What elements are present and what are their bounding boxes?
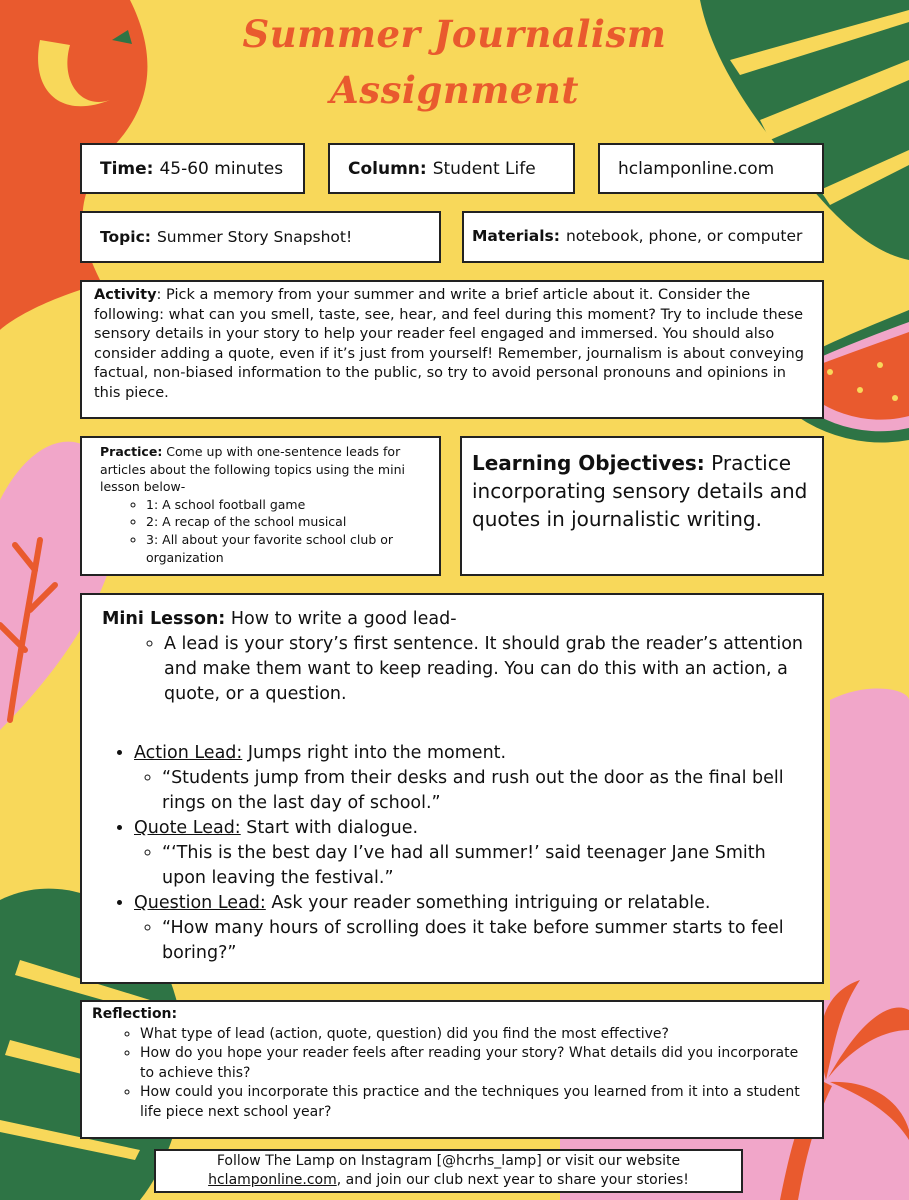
website-link[interactable]: hclamponline.com [618, 159, 775, 179]
footer-website-link[interactable]: hclamponline.com [208, 1172, 337, 1188]
list-item: ◦ How could you incorporate this practice and the techniques you learned from it into a student life piece next school year? [140, 1083, 812, 1122]
list-item: ◦ What type of lead (action, quote, question) did you find the most effective? [140, 1025, 812, 1045]
lead-desc: Jumps right into the moment. [242, 743, 507, 763]
lead-example: ◦ “Students jump from their desks and rush out the door as the final bell rings on the last day of school.” [162, 766, 804, 816]
activity-label: Activity [94, 287, 157, 303]
page-title [0, 6, 909, 118]
materials-box [462, 211, 824, 263]
lead-desc: Start with dialogue. [240, 818, 419, 838]
footer-line-2: , and join our club next year to share your stories! [336, 1172, 689, 1188]
activity-text: : Pick a memory from your summer and write a brief article about it. Consider the following: what can you smell, taste, see, hear, and feel during this moment? Try to include these sensory details in your story to help your reader feel engaged and immersed. You should also consider adding a quote, even if it’s just from yourself! Remember, journalism is about conveying factual, non-biased information to the public, so try to avoid personal pronouns and opinions in this piece. [94, 287, 804, 401]
time-label: Time: [100, 158, 154, 179]
topic-label: Topic: [100, 228, 151, 246]
column-value: Student Life [432, 159, 536, 179]
title-line-2: Assignment [330, 68, 579, 112]
mini-lesson-box [80, 593, 824, 984]
lead-example: ◦ “How many hours of scrolling does it take before summer starts to feel boring?” [162, 916, 804, 966]
lead-name: Quote Lead: [134, 818, 241, 838]
reflection-box [80, 1000, 824, 1139]
objectives-box [460, 436, 824, 576]
time-value: 45-60 minutes [159, 158, 284, 179]
list-item [134, 816, 804, 891]
reflection-list [92, 1025, 812, 1123]
lead-types-list [102, 741, 804, 966]
practice-label: Practice: [100, 444, 163, 459]
objectives-text: Practice incorporating sensory details and quotes in journalistic writing. [472, 451, 808, 531]
lead-name: Action Lead: [134, 743, 243, 763]
mini-lesson-intro-list [102, 632, 804, 707]
lead-name: Question Lead: [134, 893, 266, 913]
footer-line-1: Follow The Lamp on Instagram [@hcrhs_lamp] or visit our website [216, 1153, 681, 1169]
column-box [328, 143, 575, 194]
practice-box [80, 436, 441, 576]
mini-lesson-intro: ◦ A lead is your story’s first sentence. It should grab the reader’s attention and make them want to keep reading. You can do this with an action, a quote, or a question. [164, 632, 804, 707]
mini-lesson-label: Mini Lesson: [102, 609, 226, 629]
list-item: ◦ 1: A school football game [146, 496, 421, 514]
list-item [134, 891, 804, 966]
materials-label: Materials: [472, 227, 560, 245]
time-box [80, 143, 305, 194]
objectives-label: Learning Objectives: [472, 451, 705, 475]
column-label: Column: [348, 159, 427, 179]
topic-box [80, 211, 441, 263]
practice-list [100, 496, 421, 566]
topic-value: Summer Story Snapshot! [156, 228, 353, 246]
list-item: ◦ How do you hope your reader feels after reading your story? What details did you incorporate to achieve this? [140, 1044, 812, 1083]
materials-value: notebook, phone, or computer [565, 227, 803, 245]
lead-example: ◦ “‘This is the best day I’ve had all summer!’ said teenager Jane Smith upon leaving the festival.” [162, 841, 804, 891]
list-item [134, 741, 804, 816]
list-item: ◦ 3: All about your favorite school club or organization [146, 531, 421, 566]
mini-lesson-heading: How to write a good lead- [225, 609, 457, 629]
reflection-label: Reflection: [92, 1006, 178, 1022]
lead-desc: Ask your reader something intriguing or relatable. [265, 893, 711, 913]
practice-text: Come up with one-sentence leads for articles about the following topics using the mini lesson below- [100, 444, 405, 495]
list-item: ◦ 2: A recap of the school musical [146, 513, 421, 531]
activity-box [80, 280, 824, 419]
footer-box [154, 1149, 743, 1193]
title-line-1: Summer Journalism [242, 12, 667, 56]
website-box[interactable] [598, 143, 824, 194]
